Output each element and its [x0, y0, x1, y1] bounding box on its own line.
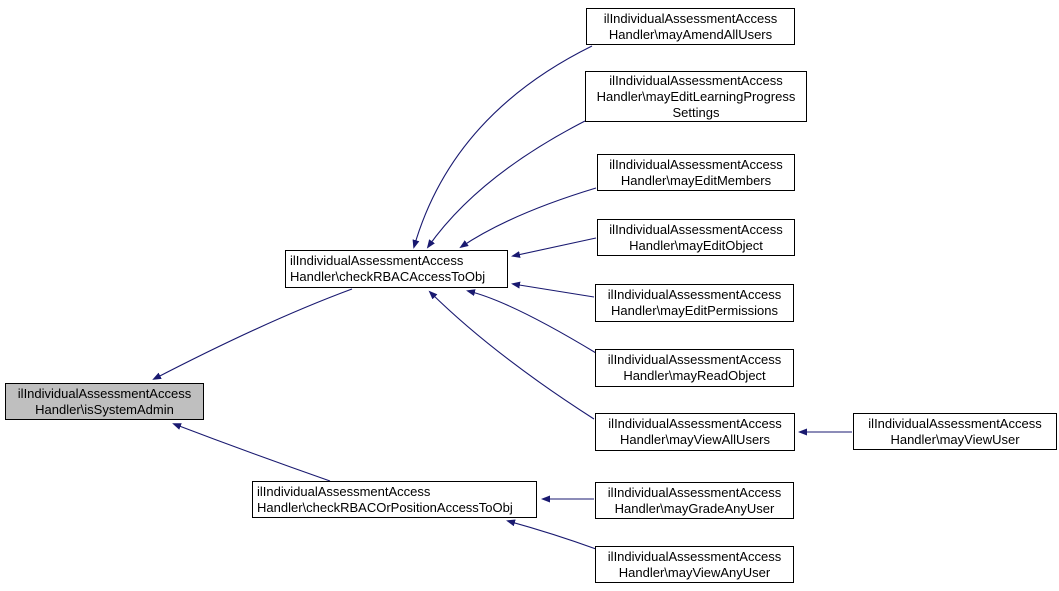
- node-label-line: Handler\mayEditPermissions: [611, 303, 778, 318]
- node-label-line: ilIndividualAssessmentAccess: [609, 72, 783, 88]
- node-mayViewUser[interactable]: [853, 413, 1057, 450]
- edge-mayEditPermissions-to-checkRBACAccessToObj: [513, 284, 594, 297]
- node-mayEditMembers[interactable]: [597, 154, 795, 191]
- node-label-line: Settings: [672, 104, 720, 120]
- edge-mayViewAnyUser-to-checkRBACOrPositionAccessToObj: [508, 521, 596, 549]
- node-label-line: Handler\mayViewAllUsers: [619, 432, 771, 447]
- edge-checkRBACAccessToObj-to-isSystemAdmin: [154, 289, 352, 379]
- node-label-line: ilIndividualAssessmentAccess: [290, 253, 464, 268]
- node-mayAmendAllUsers[interactable]: [586, 8, 795, 45]
- edge-mayEditMembers-to-checkRBACAccessToObj: [461, 188, 596, 247]
- node-label-line: ilIndividualAssessmentAccess: [257, 483, 431, 499]
- edge-checkRBACOrPositionAccessToObj-to-isSystemAdmin: [174, 424, 330, 481]
- node-label-line: ilIndividualAssessmentAccess: [603, 10, 778, 26]
- node-mayReadObject[interactable]: [595, 349, 794, 387]
- node-label-line: ilIndividualAssessmentAccess: [607, 287, 782, 302]
- edge-mayEditLearningProgressSettings-to-checkRBACAccessToObj: [428, 121, 585, 247]
- node-label-line: ilIndividualAssessmentAccess: [608, 416, 782, 431]
- edge-mayEditObject-to-checkRBACAccessToObj: [513, 238, 596, 256]
- node-isSystemAdmin[interactable]: [5, 383, 204, 420]
- node-label-line: Handler\mayViewUser: [890, 431, 1020, 447]
- node-mayViewAllUsers[interactable]: [595, 413, 795, 451]
- node-label-line: Handler\mayGradeAnyUser: [614, 500, 775, 516]
- node-checkRBACOrPositionAccessToObj[interactable]: [252, 481, 537, 518]
- edge-mayViewAllUsers-to-checkRBACAccessToObj: [430, 292, 594, 419]
- node-label-line: Handler\checkRBACOrPositionAccessToObj: [257, 499, 513, 515]
- node-label-line: ilIndividualAssessmentAccess: [609, 156, 783, 172]
- node-label-line: Handler\mayEditLearningProgress: [596, 88, 796, 104]
- node-label-line: ilIndividualAssessmentAccess: [607, 548, 782, 564]
- node-label-line: Handler\mayReadObject: [623, 368, 766, 383]
- node-label-line: Handler\mayEditMembers: [620, 172, 772, 188]
- node-mayViewAnyUser[interactable]: [595, 546, 794, 583]
- node-label-line: ilIndividualAssessmentAccess: [607, 484, 782, 500]
- node-mayEditLearningProgressSettings[interactable]: [585, 71, 807, 122]
- node-label-line: ilIndividualAssessmentAccess: [17, 385, 192, 401]
- node-label-line: ilIndividualAssessmentAccess: [609, 221, 783, 237]
- node-mayEditObject[interactable]: [597, 219, 795, 256]
- node-label-line: ilIndividualAssessmentAccess: [607, 352, 782, 367]
- node-label-line: ilIndividualAssessmentAccess: [868, 415, 1042, 431]
- node-checkRBACAccessToObj[interactable]: [285, 250, 508, 288]
- node-label-line: Handler\mayEditObject: [629, 237, 763, 253]
- node-mayGradeAnyUser[interactable]: [595, 482, 794, 519]
- edge-mayReadObject-to-checkRBACAccessToObj: [468, 291, 596, 353]
- node-label-line: Handler\mayViewAnyUser: [618, 564, 771, 580]
- edge-mayAmendAllUsers-to-checkRBACAccessToObj: [414, 46, 592, 247]
- node-label-line: Handler\checkRBACAccessToObj: [290, 269, 486, 284]
- node-label-line: Handler\mayAmendAllUsers: [608, 26, 773, 42]
- node-mayEditPermissions[interactable]: [595, 284, 794, 322]
- node-label-line: Handler\isSystemAdmin: [35, 401, 174, 417]
